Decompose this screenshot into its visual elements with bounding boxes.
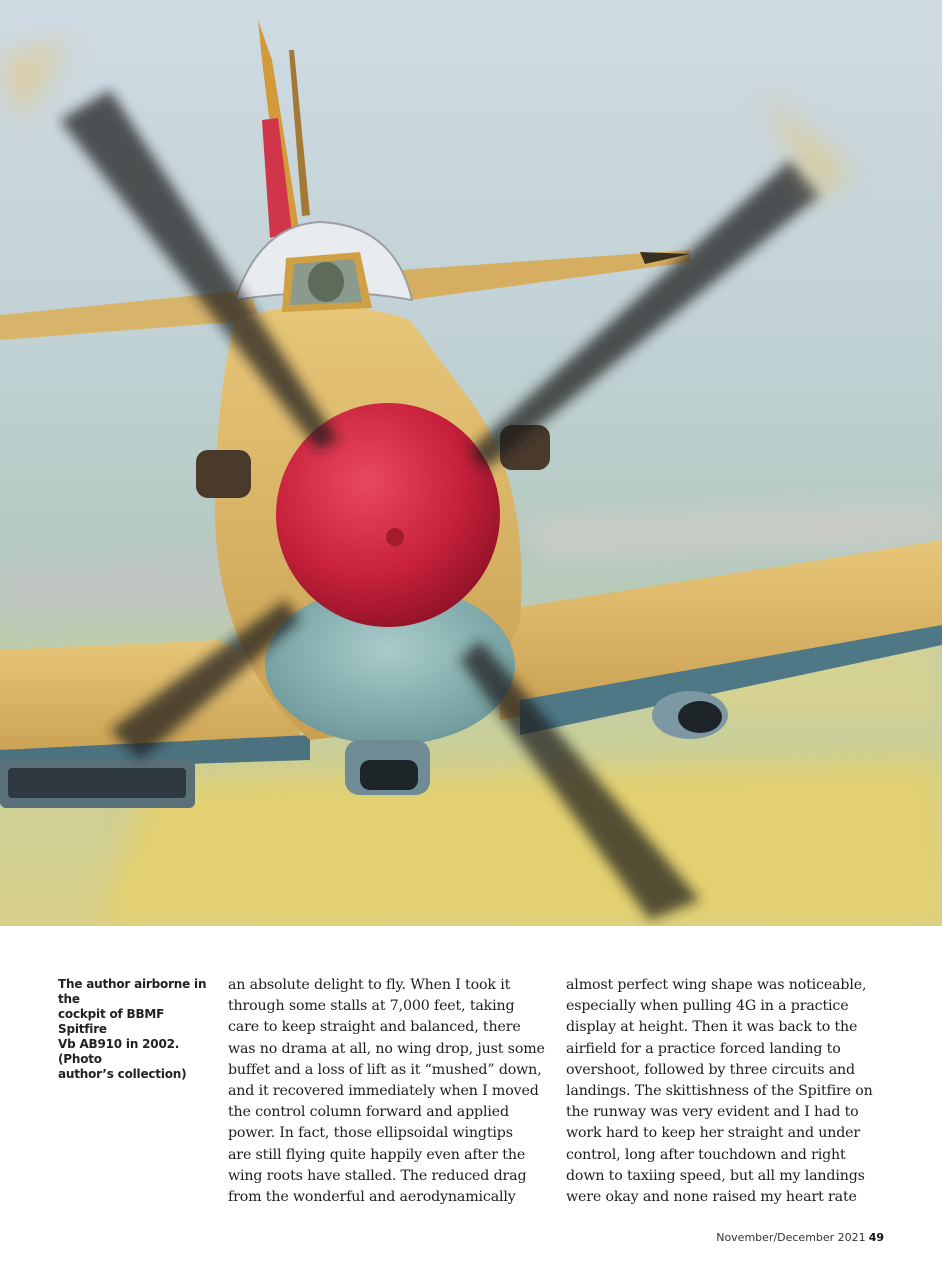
caption-line: Vb AB910 in 2002. (Photo — [58, 1037, 180, 1066]
page-number: 49 — [868, 1231, 884, 1244]
body-line: were okay and none raised my heart rate — [566, 1189, 857, 1206]
body-column-2 — [566, 975, 886, 1208]
body-column-1 — [228, 975, 548, 1208]
body-line: control, long after touchdown and right — [566, 1146, 846, 1163]
ground-yellow-field — [100, 760, 942, 926]
body-line: the runway was very evident and I had to — [566, 1104, 859, 1121]
body-line: work hard to keep her straight and under — [566, 1125, 861, 1142]
body-line: down to taxiing speed, but all my landings — [566, 1167, 865, 1184]
body-line: an absolute delight to fly. When I took it — [228, 977, 511, 993]
body-line: especially when pulling 4G in a practice — [566, 998, 849, 1015]
body-line: the control column forward and applied — [228, 1104, 509, 1121]
body-line: landings. The skittishness of the Spitfire on — [566, 1083, 873, 1100]
body-line: wing roots have stalled. The reduced drag — [228, 1167, 527, 1184]
body-line: power. In fact, those ellipsoidal wingtips — [228, 1125, 513, 1142]
issue-date: November/December 2021 — [716, 1231, 866, 1244]
pilot-figure — [308, 262, 344, 302]
left-exhaust — [196, 450, 251, 498]
body-line: almost perfect wing shape was noticeable, — [566, 977, 867, 993]
body-line: was no drama at all, no wing drop, just some — [228, 1040, 545, 1057]
photo-caption — [58, 977, 208, 1082]
body-line: and it recovered immediately when I moved — [228, 1083, 539, 1100]
body-line: through some stalls at 7,000 feet, taking — [228, 998, 515, 1015]
page-footer — [716, 1231, 884, 1244]
body-line: are still flying quite happily even after the — [228, 1146, 526, 1163]
body-line: from the wonderful and aerodynamically — [228, 1189, 516, 1206]
body-line: airfield for a practice forced landing to — [566, 1040, 841, 1057]
caption-line: author’s collection) — [58, 1067, 187, 1081]
body-line: overshoot, followed by three circuits and — [566, 1061, 855, 1078]
body-line: display at height. Then it was back to the — [566, 1019, 858, 1036]
body-line: buffet and a loss of lift as it “mushed” down, — [228, 1061, 542, 1078]
body-line: care to keep straight and balanced, there — [228, 1019, 521, 1036]
caption-line: cockpit of BBMF Spitfire — [58, 1007, 165, 1036]
caption-line: The author airborne in the — [58, 977, 207, 1006]
